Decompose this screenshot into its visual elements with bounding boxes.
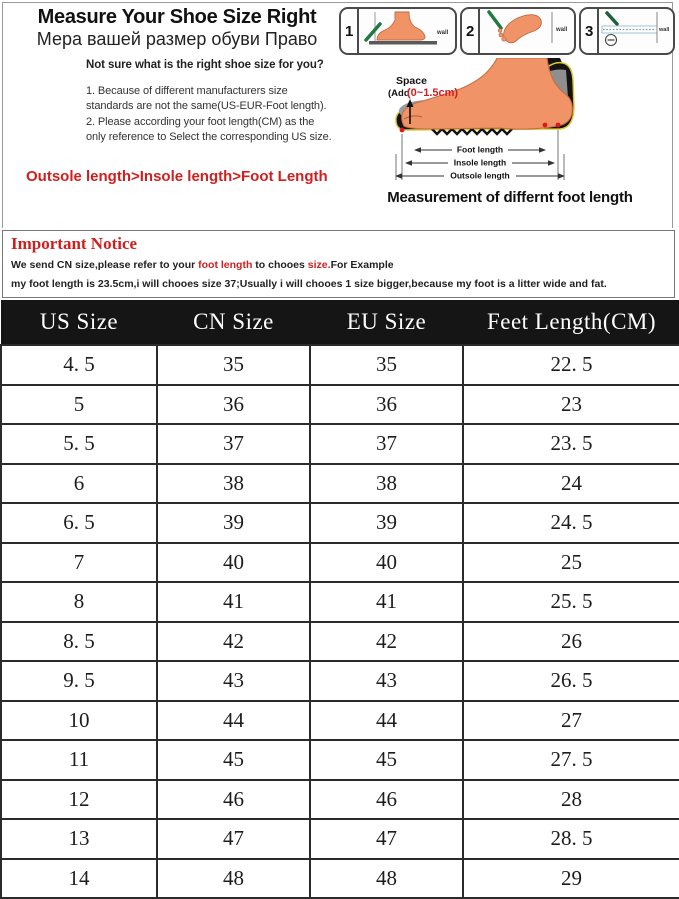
size-question-text: Not sure what is the right shoe size for you? xyxy=(86,59,324,71)
size-cell: 13 xyxy=(1,819,157,859)
table-row xyxy=(1,661,679,701)
size-cell: 4. 5 xyxy=(1,345,157,385)
size-cell: 35 xyxy=(157,345,310,385)
size-cell: 23 xyxy=(463,385,679,425)
size-cell: 44 xyxy=(310,701,463,741)
size-cell: 25 xyxy=(463,543,679,583)
space-add-label: (Add xyxy=(388,88,410,99)
step-panel-3 xyxy=(579,7,675,55)
size-cell: 5. 5 xyxy=(1,424,157,464)
size-cell: 6. 5 xyxy=(1,503,157,543)
size-cell: 39 xyxy=(157,503,310,543)
size-cell: 37 xyxy=(157,424,310,464)
size-cell: 28. 5 xyxy=(463,819,679,859)
size-cell: 43 xyxy=(157,661,310,701)
table-row xyxy=(1,622,679,662)
step-panel-2 xyxy=(460,7,576,55)
pencil-icon xyxy=(489,12,501,28)
size-cell: 47 xyxy=(310,819,463,859)
size-table-body xyxy=(1,345,679,898)
size-tip-1: 1. Because of different manufacturers size standards are not the same(US-EUR-Foot length). xyxy=(86,85,327,112)
size-cell: 46 xyxy=(310,780,463,820)
size-cell: 8. 5 xyxy=(1,622,157,662)
table-row xyxy=(1,859,679,899)
size-cell: 48 xyxy=(157,859,310,899)
size-cell: 7 xyxy=(1,543,157,583)
foot-top-view-icon xyxy=(480,9,572,49)
size-tips xyxy=(86,84,336,146)
step-panel-1 xyxy=(339,7,457,55)
size-cell: 35 xyxy=(310,345,463,385)
size-cell: 41 xyxy=(310,582,463,622)
size-cell: 28 xyxy=(463,780,679,820)
size-cell: 44 xyxy=(157,701,310,741)
size-cell: 45 xyxy=(157,740,310,780)
size-cell: 41 xyxy=(157,582,310,622)
notice-text: For Example xyxy=(330,259,394,271)
table-row xyxy=(1,543,679,583)
diagram-caption: Measurement of differnt foot length xyxy=(387,189,633,206)
size-cell: 40 xyxy=(157,543,310,583)
space-range-label: (0~1.5cm) xyxy=(407,87,459,99)
size-cell: 23. 5 xyxy=(463,424,679,464)
table-row xyxy=(1,780,679,820)
length-rule-text: Outsole length>Insole length>Foot Length xyxy=(26,168,328,185)
wall-label: wall xyxy=(437,30,449,36)
size-cell: 29 xyxy=(463,859,679,899)
size-conversion-table xyxy=(0,300,679,899)
size-cell: 14 xyxy=(1,859,157,899)
insole-length-label: Insole length xyxy=(453,157,507,168)
size-cell: 9. 5 xyxy=(1,661,157,701)
table-row xyxy=(1,503,679,543)
size-cell: 42 xyxy=(157,622,310,662)
header-cn-size: CN Size xyxy=(157,300,310,345)
page-subtitle-russian: Мера вашей размер обуви Право xyxy=(36,29,318,49)
header-eu-size: EU Size xyxy=(310,300,463,345)
step-number-2: 2 xyxy=(462,9,480,53)
table-row xyxy=(1,345,679,385)
table-header-row xyxy=(1,300,679,345)
outsole-length-label: Outsole length xyxy=(450,170,510,181)
space-label: Space xyxy=(396,75,427,87)
size-cell: 37 xyxy=(310,424,463,464)
table-row xyxy=(1,582,679,622)
table-row xyxy=(1,424,679,464)
size-cell: 36 xyxy=(157,385,310,425)
size-cell: 38 xyxy=(310,464,463,504)
pencil-icon xyxy=(607,13,617,24)
size-cell: 26 xyxy=(463,622,679,662)
size-cell: 11 xyxy=(1,740,157,780)
size-cell: 38 xyxy=(157,464,310,504)
step-number-1: 1 xyxy=(341,9,359,53)
table-row xyxy=(1,740,679,780)
size-cell: 47 xyxy=(157,819,310,859)
table-row xyxy=(1,701,679,741)
size-cell: 26. 5 xyxy=(463,661,679,701)
wall-label: wall xyxy=(556,27,568,33)
size-cell: 46 xyxy=(157,780,310,820)
size-cell: 22. 5 xyxy=(463,345,679,385)
important-notice-panel xyxy=(2,230,675,298)
ruler-measure-icon xyxy=(599,9,671,49)
size-tip-2: 2. Please according your foot length(CM) as the only reference to Select the corresponding US size. xyxy=(86,116,332,143)
size-cell: 42 xyxy=(310,622,463,662)
size-cell: 12 xyxy=(1,780,157,820)
size-cell: 48 xyxy=(310,859,463,899)
step-number-3: 3 xyxy=(581,9,599,53)
notice-foot-length-highlight: foot length xyxy=(198,259,253,271)
foot-measurement-diagram xyxy=(340,58,679,188)
size-cell: 27. 5 xyxy=(463,740,679,780)
size-cell: 36 xyxy=(310,385,463,425)
size-cell: 43 xyxy=(310,661,463,701)
notice-line-1 xyxy=(11,259,394,271)
size-cell: 40 xyxy=(310,543,463,583)
notice-title: Important Notice xyxy=(11,234,138,253)
wall-label: wall xyxy=(659,27,670,33)
notice-size-highlight: size. xyxy=(307,259,331,271)
size-cell: 8 xyxy=(1,582,157,622)
size-cell: 5 xyxy=(1,385,157,425)
header-feet-length: Feet Length(CM) xyxy=(463,300,679,345)
table-row xyxy=(1,819,679,859)
size-cell: 27 xyxy=(463,701,679,741)
page-title: Measure Your Shoe Size Right xyxy=(37,6,317,28)
foot-length-label: Foot length xyxy=(456,144,504,155)
size-cell: 10 xyxy=(1,701,157,741)
size-cell: 25. 5 xyxy=(463,582,679,622)
size-cell: 24. 5 xyxy=(463,503,679,543)
notice-text: to chooes xyxy=(252,259,308,271)
notice-line-2: my foot length is 23.5cm,i will chooes size 37;Usually i will chooes 1 size bigger,because my foot is a litter wide and fat. xyxy=(11,278,607,290)
size-cell: 24 xyxy=(463,464,679,504)
table-row xyxy=(1,464,679,504)
measure-steps xyxy=(339,7,675,55)
size-cell: 45 xyxy=(310,740,463,780)
foot-side-view-icon xyxy=(359,9,453,49)
size-cell: 39 xyxy=(310,503,463,543)
header-us-size: US Size xyxy=(1,300,157,345)
size-cell: 6 xyxy=(1,464,157,504)
notice-text: We send CN size,please refer to your xyxy=(11,259,199,271)
table-row xyxy=(1,385,679,425)
